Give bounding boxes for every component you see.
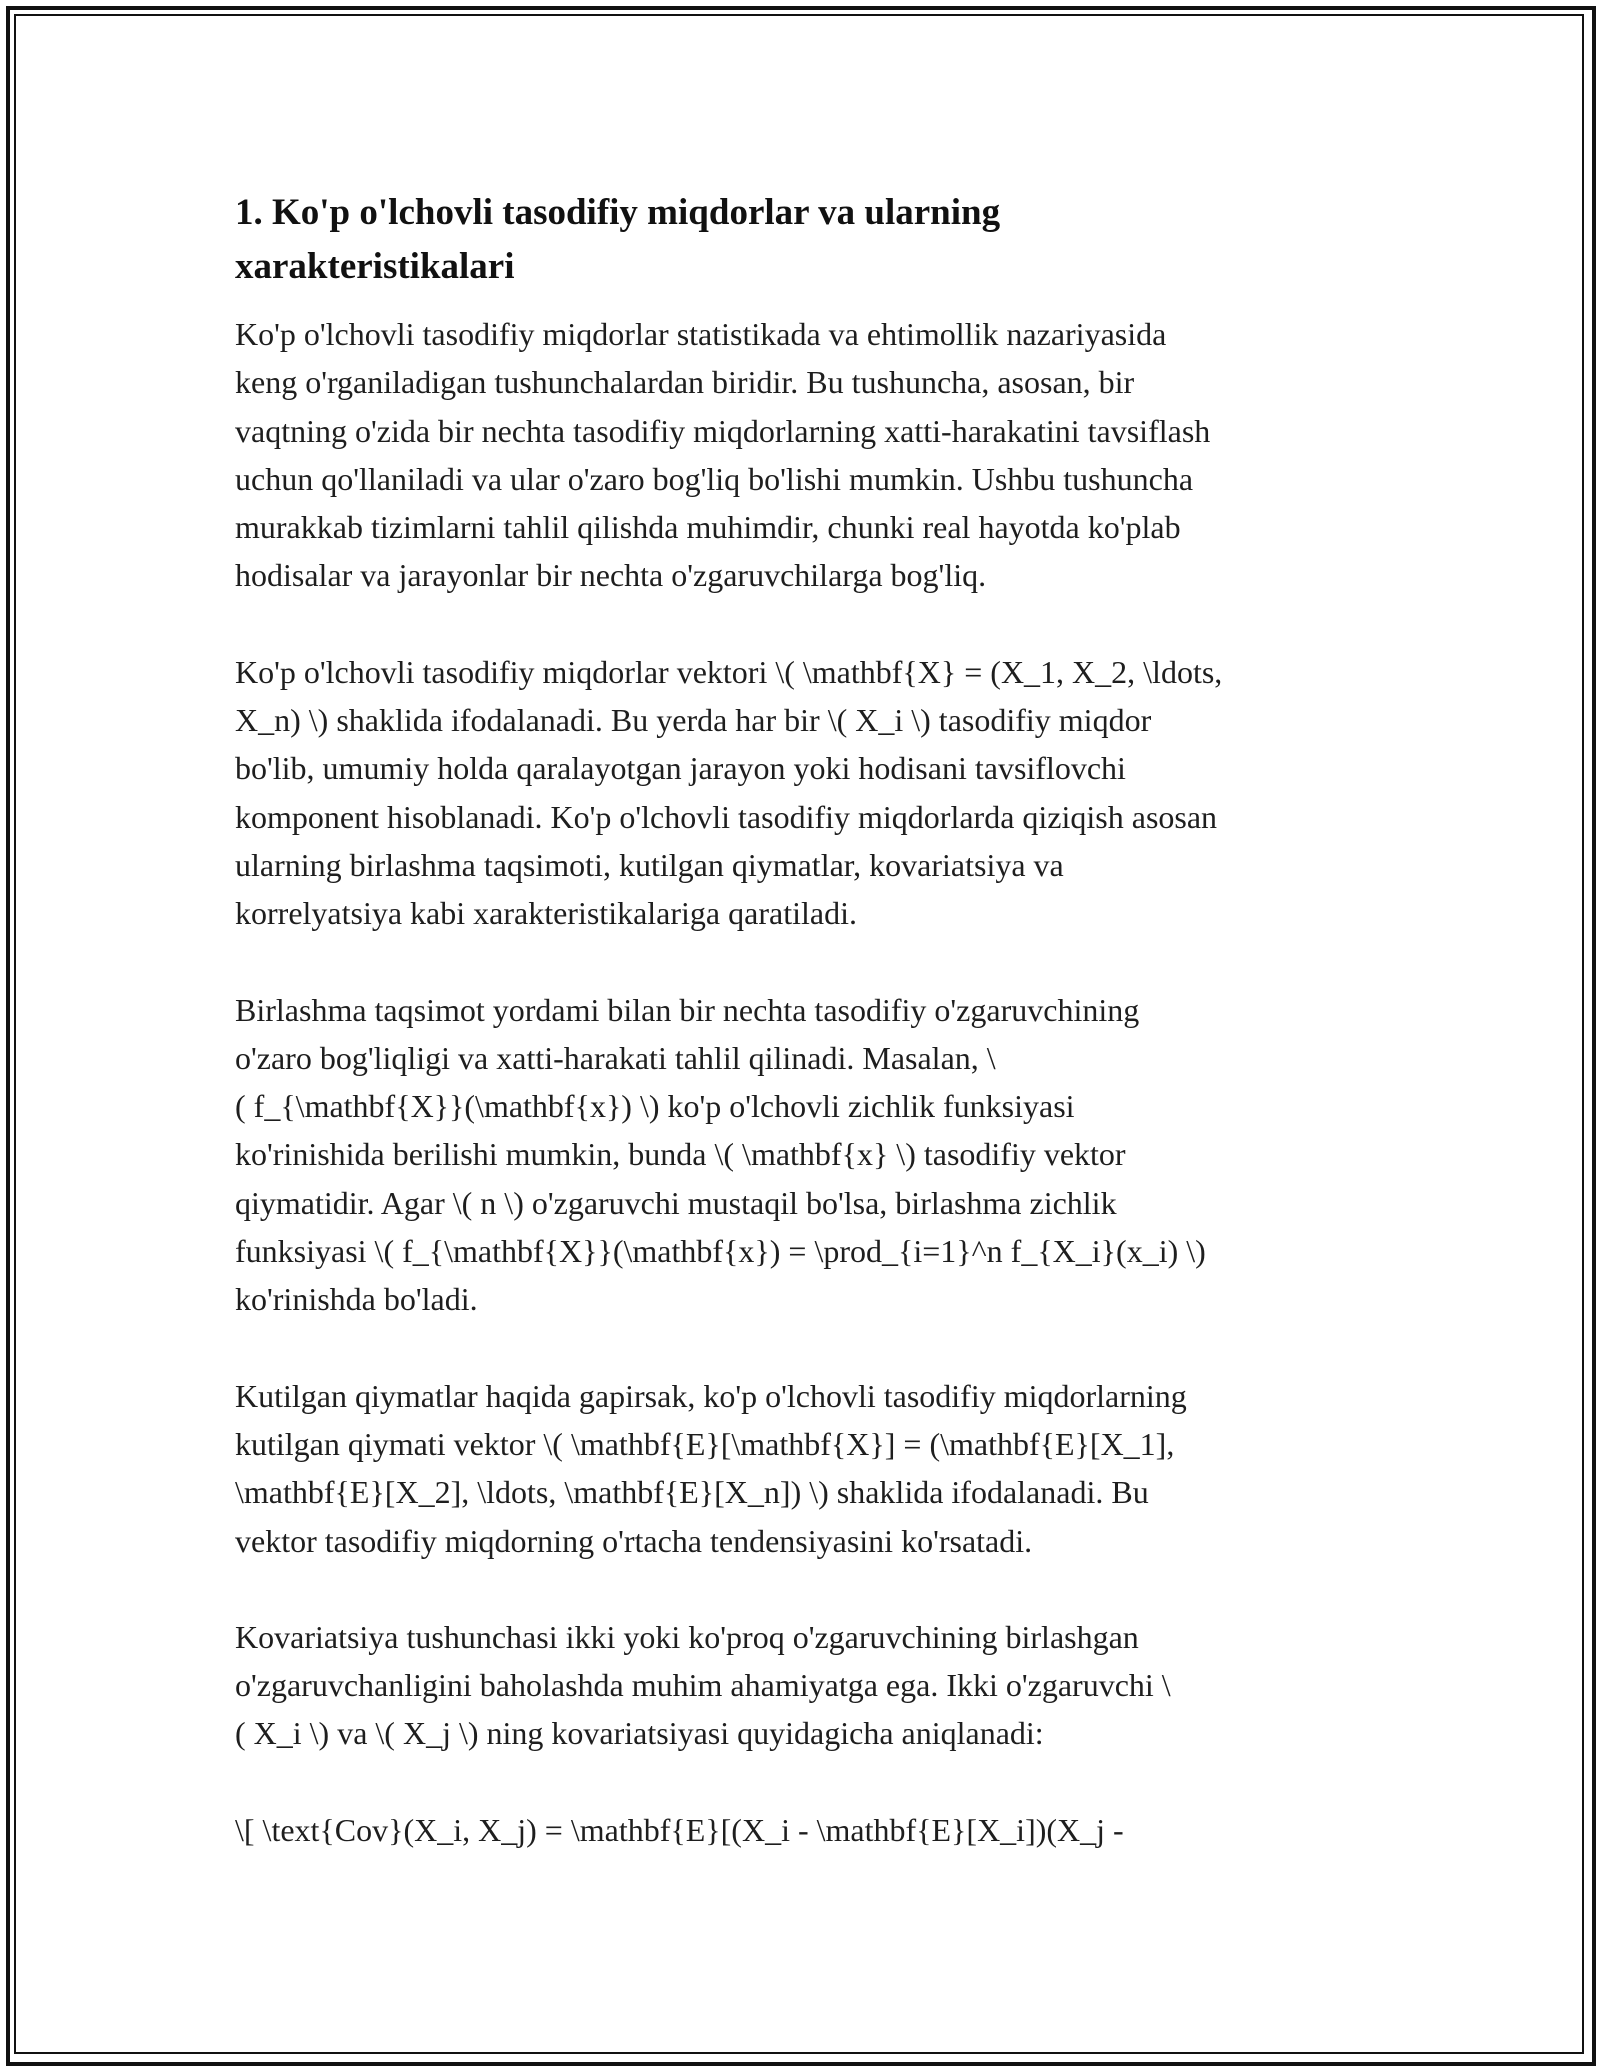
text-line: keng o'rganiladigan tushunchalardan biridir. Bu tushuncha, asosan, bir [235,364,1135,401]
text-line: \mathbf{E}[X_2], \ldots, \mathbf{E}[X_n]) \) shaklida ifodalanadi. Bu [235,1474,1149,1511]
text-line: ko'rinishida berilishi mumkin, bunda \( \mathbf{x} \) tasodifiy vektor [235,1136,1126,1173]
paragraph-vector [235,648,1375,938]
paragraph-expected-values [235,1372,1375,1565]
section-heading [235,186,1375,294]
text-line: Ko'p o'lchovli tasodifiy miqdorlar statistikada va ehtimollik nazariyasida [235,316,1167,352]
paragraph-joint-distribution [235,986,1375,1324]
text-line: o'zgaruvchanligini baholashda muhim ahamiyatga ega. Ikki o'zgaruvchi \ [235,1667,1171,1704]
paragraph-formula [235,1806,1375,1854]
paragraph-covariance [235,1613,1375,1758]
text-line: Birlashma taqsimot yordami bilan bir nechta tasodifiy o'zgaruvchining [235,991,1140,1028]
text-line: vaqtning o'zida bir nechta tasodifiy miqdorlarning xatti-harakatini tavsiflash [235,412,1211,449]
text-line: bo'lib, umumiy holda qaralayotgan jarayon yoki hodisani tavsiflovchi [235,750,1126,787]
text-line: \[ \text{Cov}(X_i, X_j) = \mathbf{E}[(X_i - \mathbf{E}[X_i])(X_j - [235,1811,1124,1848]
text-line: qiymatidir. Agar \( n \) o'zgaruvchi mustaqil bo'lsa, birlashma zichlik [235,1184,1117,1221]
paragraph-intro [235,310,1375,600]
text-line: vektor tasodifiy miqdorning o'rtacha tendensiyasini ko'rsatadi. [235,1522,1033,1559]
text-line: hodisalar va jarayonlar bir nechta o'zgaruvchilarga bog'liq. [235,557,987,594]
text-line: ( X_i \) va \( X_j \) ning kovariatsiyasi quyidagicha aniqlanadi: [235,1715,1044,1752]
text-line: komponent hisoblanadi. Ko'p o'lchovli tasodifiy miqdorlarda qiziqish asosan [235,798,1218,835]
text-line: X_n) \) shaklida ifodalanadi. Bu yerda har bir \( X_i \) tasodifiy miqdor [235,702,1152,739]
text-line: ko'rinishda bo'ladi. [235,1281,478,1318]
text-line: o'zaro bog'liqligi va xatti-harakati tahlil qilinadi. Masalan, \ [235,1039,996,1076]
text-line: kutilgan qiymati vektor \( \mathbf{E}[\mathbf{X}] = (\mathbf{E}[X_1], [235,1425,1175,1462]
text-line: uchun qo'llaniladi va ular o'zaro bog'liq bo'lishi mumkin. Ushbu tushuncha [235,460,1194,497]
heading-line: 1. Ko'p o'lchovli tasodifiy miqdorlar va ularning [235,192,1001,233]
text-line: murakkab tizimlarni tahlil qilishda muhimdir, chunki real hayotda ko'plab [235,509,1181,546]
text-line: funksiyasi \( f_{\mathbf{X}}(\mathbf{x}) = \prod_{i=1}^n f_{X_i}(x_i) \) [235,1233,1206,1270]
text-line: korrelyatsiya kabi xarakteristikalariga qaratiladi. [235,895,857,932]
heading-line: xarakteristikalari [235,246,515,287]
text-line: Ko'p o'lchovli tasodifiy miqdorlar vektori \( \mathbf{X} = (X_1, X_2, \ldots, [235,653,1223,690]
text-line: Kovariatsiya tushunchasi ikki yoki ko'proq o'zgaruvchining birlashgan [235,1618,1139,1655]
text-line: Kutilgan qiymatlar haqida gapirsak, ko'p o'lchovli tasodifiy miqdorlarning [235,1377,1187,1414]
text-line: ( f_{\mathbf{X}}(\mathbf{x}) \) ko'p o'lchovli zichlik funksiyasi [235,1088,1075,1125]
document-body [235,186,1375,1902]
text-line: ularning birlashma taqsimoti, kutilgan qiymatlar, kovariatsiya va [235,846,1064,883]
